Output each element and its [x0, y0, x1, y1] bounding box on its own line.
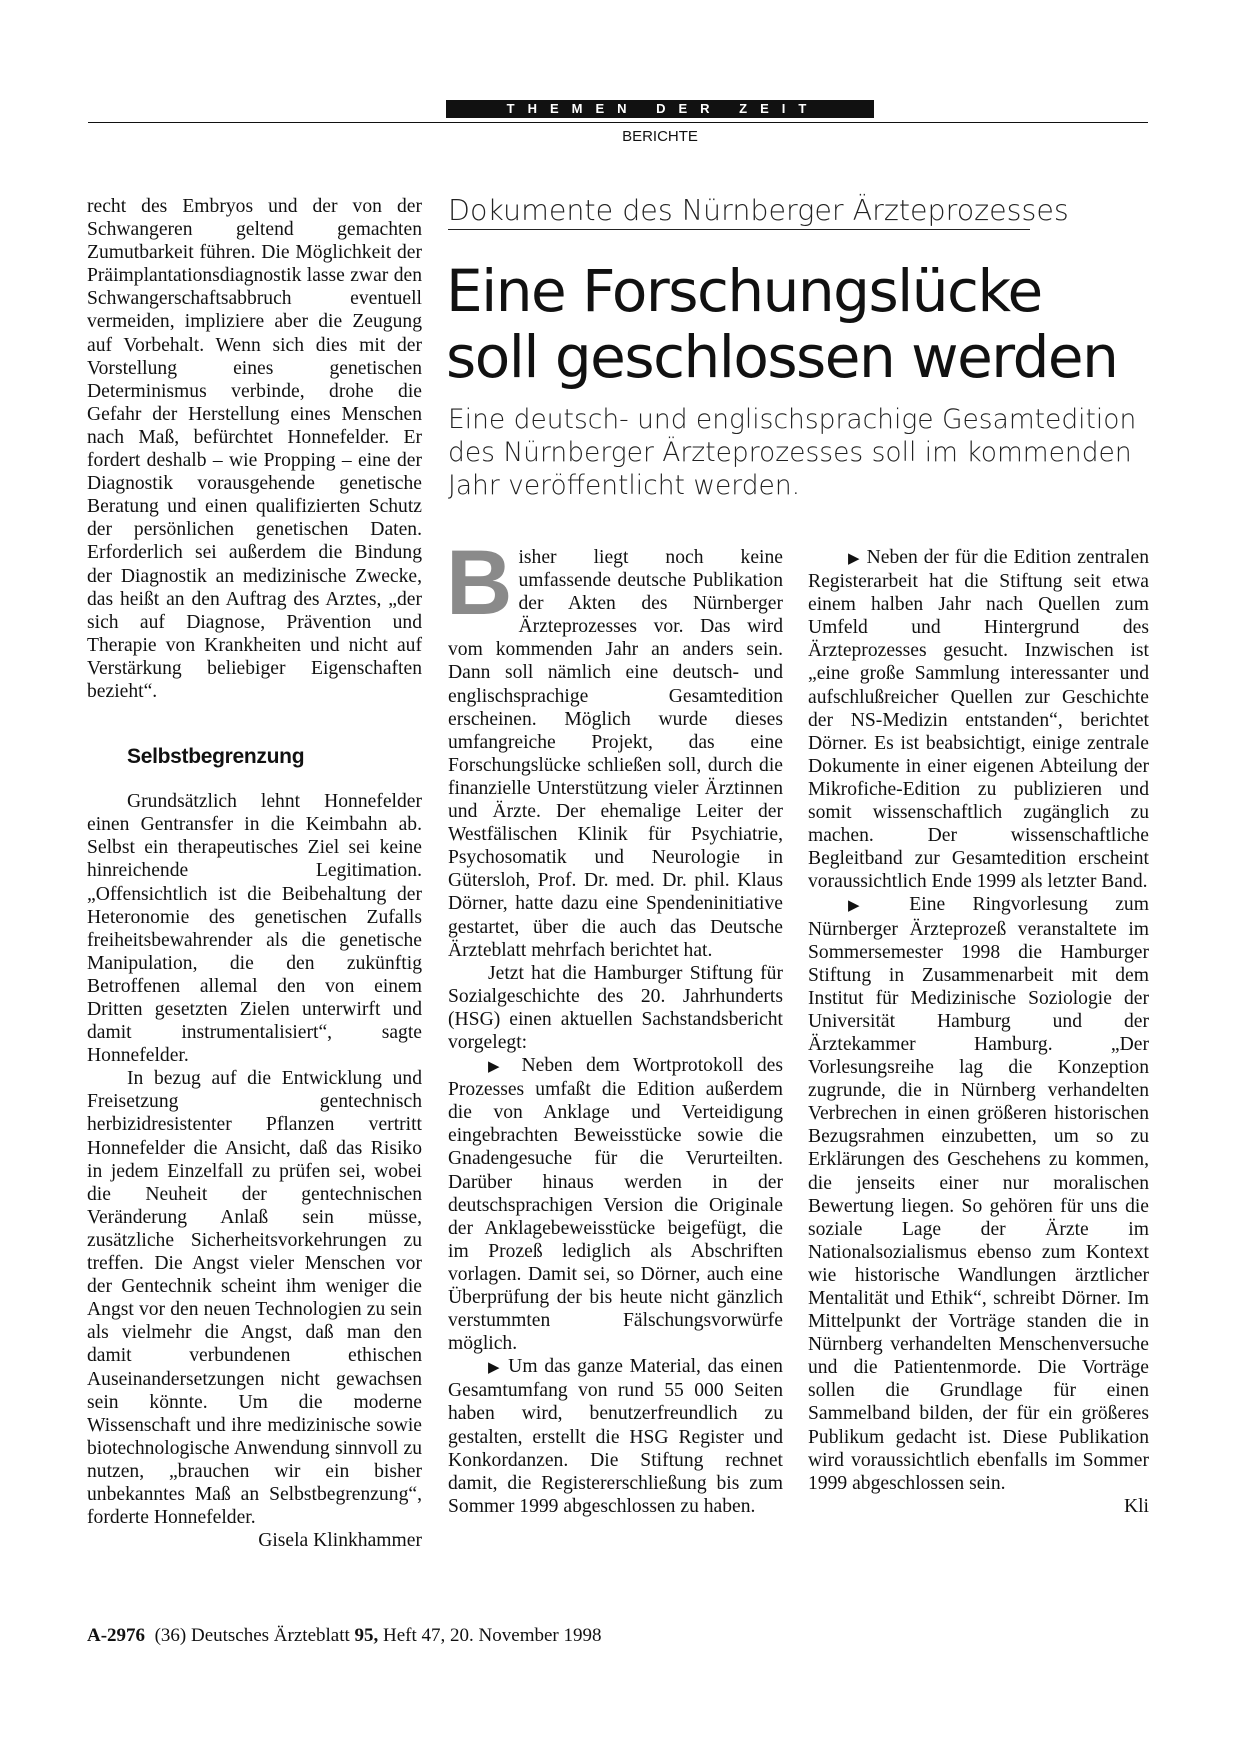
right-paragraph-1-text: Neben der für die Edition zentralen Registerarbeit hat die Stiftung seit etwa einem halben Jahr nach Quellen zum Umfeld und Hintergrund des Ärzteprozesses gesucht. Inzwischen ist „eine große Sammlung interessanter und aufschlußreicher Quellen zur Geschichte der NS-Medizin entstanden“, berichtet Dörner. Es ist beabsichtigt, einige zentrale Dokumente in einer eigenen Abteilung der Mikrofiche-Edition zu publizieren und somit wissenschaftlich zugänglich zu machen. Der wissenschaftliche Begleitband zur Gesamtedition erscheint voraussichtlich Ende 1999 als letzter Band.: [808, 547, 1149, 893]
page-number: A-2976: [87, 1625, 146, 1646]
right-paragraph-1: [808, 546, 1149, 893]
middle-paragraph-2: Jetzt hat die Hamburger Stiftung für Sozialgeschichte des 20. Jahrhunderts (HSG) einen aktuellen Sachstandsbericht vorgelegt:: [448, 962, 783, 1053]
article-lead: Eine deutsch- und englischsprachige Gesamtedition des Nürnberger Ärzteprozesses soll im kommenden Jahr veröffentlicht werden.: [448, 404, 1137, 501]
article-kicker: Dokumente des Nürnberger Ärzteprozesses: [448, 194, 1030, 230]
headline-line-2: soll geschlossen werden: [446, 323, 1118, 391]
middle-paragraph-4-text: Um das ganze Material, das einen Gesamtumfang von rund 55 000 Seiten haben wird, benutzerfreundlich zu gestalten, erstellt die HSG Register und Konkordanzen. Die Stiftung rechnet damit, die Registererschließung bis zum Sommer 1999 abgeschlossen zu haben.: [448, 1356, 783, 1517]
triangle-right-icon: ▶: [848, 549, 861, 567]
drop-cap: B: [446, 532, 513, 634]
left-column: [87, 195, 422, 1552]
page-footer: [87, 1625, 602, 1647]
middle-paragraph-4: [448, 1355, 783, 1518]
author-line: [87, 1529, 422, 1552]
left-paragraph-2: Grundsätzlich lehnt Honnefelder einen Gentransfer in die Keimbahn ab. Selbst ein therapeutisches Ziel sei keine hinreichende Legitimation. „Offensichtlich ist die Beibehaltung der Heteronomie des genetischen Zufalls freiheitsbewahrender als die genetische Manipulation, die den zukünftig Betroffenen allemal den von einem Dritten gesetzten Zielen unterwirft und damit instrumentalisiert“, sagte Honnefelder.: [87, 791, 422, 1067]
right-paragraph-2-text: Eine Ringvorlesung zum Nürnberger Ärzteprozeß veranstaltete im Sommersemester 1998 die Hamburger Stiftung in Zusammenarbeit mit dem Institut für Medizinische Soziologie der Universität Hamburg und der Ärztekammer Hamburg. „Der Vorlesungsreihe lag die Konzeption zugrunde, die in Nürnberg verhandelten Verbrechen in einen größeren historischen Bezugsrahmen einzubetten, um so zu Erklärungen des Geschehens zu kommen, die jenseits einer nur moralischen Bewertung liegen. So gehören für uns die soziale Lage der Ärzte im Nationalsozialismus ebenso zum Kontext wie historische Wandlungen ärztlicher Mentalität und Ethik“, schreibt Dörner. Im Mittelpunkt der Vorträge standen die in Nürnberg verhandelten Menschenversuche und die Patientenmorde. Die Vorträge sollen die Grundlage für einen Sammelband bilden, der für ein größeres Publikum gedacht ist. Diese Publikation wird voraussichtlich ebenfalls im Sommer 1999 abgeschlossen sein.: [808, 894, 1149, 1494]
middle-paragraph-1: [446, 532, 783, 962]
author-name: Gisela Klinkhammer: [258, 1530, 422, 1552]
left-paragraph-1: recht des Embryos und der von der Schwangeren geltend gemachten Zumutbarkeit führen. Die Möglichkeit der Präimplantationsdiagnostik lasse zwar den Schwangerschaftsabbruch eventuell vermeiden, impliziere aber die Zeugung auf Vorbehalt. Wenn sich dies mit der Vorstellung eines genetischen Determinismus verbinde, drohe die Gefahr der Herstellung eines Menschen nach Maß, befürchtet Honnefelder. Er fordert deshalb – wie Propping – eine der Diagnostik vorausgehende genetische Beratung und einen qualifizierten Schutz der persönlichen genetischen Daten. Erforderlich sei außerdem die Bindung der Diagnostik an medizinische Zwecke, das heißt an den Auftrag des Arztes, „der sich auf Diagnose, Prävention und Therapie von Krankheiten und nicht auf Verstärkung beliebiger Eigenschaften bezieht“.: [87, 196, 422, 702]
footer-journal: (36) Deutsches Ärzteblatt: [154, 1625, 350, 1646]
right-author-line: [808, 1495, 1149, 1518]
left-paragraph-3-text: In bezug auf die Entwicklung und Freisetzung gentechnisch herbizidresistenter Pflanzen vertritt Honnefelder die Ansicht, daß das Risiko in jedem Einzelfall zu prüfen sei, wobei die Neuheit der gentechnischen Veränderung Anlaß sein müsse, zusätzliche Sicherheitsvorkehrungen zu treffen. Die Angst vieler Menschen vor der Gentechnik scheint ihm weniger die Angst vor den neuen Technologien zu sein als vielmehr die Angst, daß man den damit verbundenen ethischen Auseinandersetzungen nicht gewachsen sein könnte. Um die moderne Wissenschaft und ihre medizinische sowie biotechnologische Anwendung sinnvoll zu nutzen, „brauchen wir ein bisher unbekanntes Maß an Selbstbegrenzung“, forderte Honnefelder.: [87, 1068, 422, 1529]
footer-issue: Heft 47, 20. November 1998: [383, 1625, 602, 1646]
triangle-right-icon: ▶: [488, 1057, 509, 1076]
middle-column: [446, 532, 783, 1518]
middle-paragraph-3: [448, 1054, 783, 1355]
triangle-right-icon: ▶: [488, 1358, 502, 1377]
left-paragraph-3: [87, 1067, 422, 1529]
triangle-right-icon: ▶: [848, 896, 882, 915]
article-headline: [446, 258, 1166, 390]
right-paragraph-2: [808, 893, 1149, 1494]
header-rule: [88, 122, 1148, 123]
section-rubric: THEMEN DER ZEIT: [446, 100, 874, 118]
right-author: Kli: [1123, 1495, 1149, 1517]
middle-paragraph-1-text: isher liegt noch keine umfassende deutsche Publikation der Akten des Nürnberger Ärzteprozesses vor. Das wird vom kommenden Jahr an anders sein. Dann soll nämlich eine deutsch- und englischsprachige Gesamtedition erscheinen. Möglich wurde dieses umfangreiche Projekt, das eine Forschungslücke schließen soll, durch die finanzielle Unterstützung vieler Ärztinnen und Ärzte. Der ehemalige Leiter der Westfälischen Klinik für Psychiatrie, Psychosomatik und Neurologie in Gütersloh, Prof. Dr. med. Dr. phil. Klaus Dörner, hatte dazu eine Spendeninitiative gestartet, über die auch das Deutsche Ärzteblatt mehrfach berichtet hat.: [448, 547, 783, 961]
footer-volume: 95,: [354, 1625, 379, 1646]
subheading: Selbstbegrenzung: [127, 745, 305, 769]
right-column: [808, 546, 1149, 1518]
middle-paragraph-3-text: Neben dem Wortprotokoll des Prozesses umfaßt die Edition außerdem die von Anklage und Verteidigung eingebrachten Beweisstücke sowie die Gnadengesuche für die Verurteilten. Darüber hinaus werden in der deutschsprachigen Version die Originale der Anklagebeweisstücke beigefügt, die im Prozeß lediglich als Abschriften vorlagen. Damit sei, so Dörner, auch eine Überprüfung der bis heute nicht gänzlich verstummten Fälschungsvorwürfe möglich.: [448, 1055, 783, 1355]
section-subrubric: BERICHTE: [622, 128, 698, 145]
headline-line-1: Eine Forschungslücke: [446, 257, 1042, 325]
